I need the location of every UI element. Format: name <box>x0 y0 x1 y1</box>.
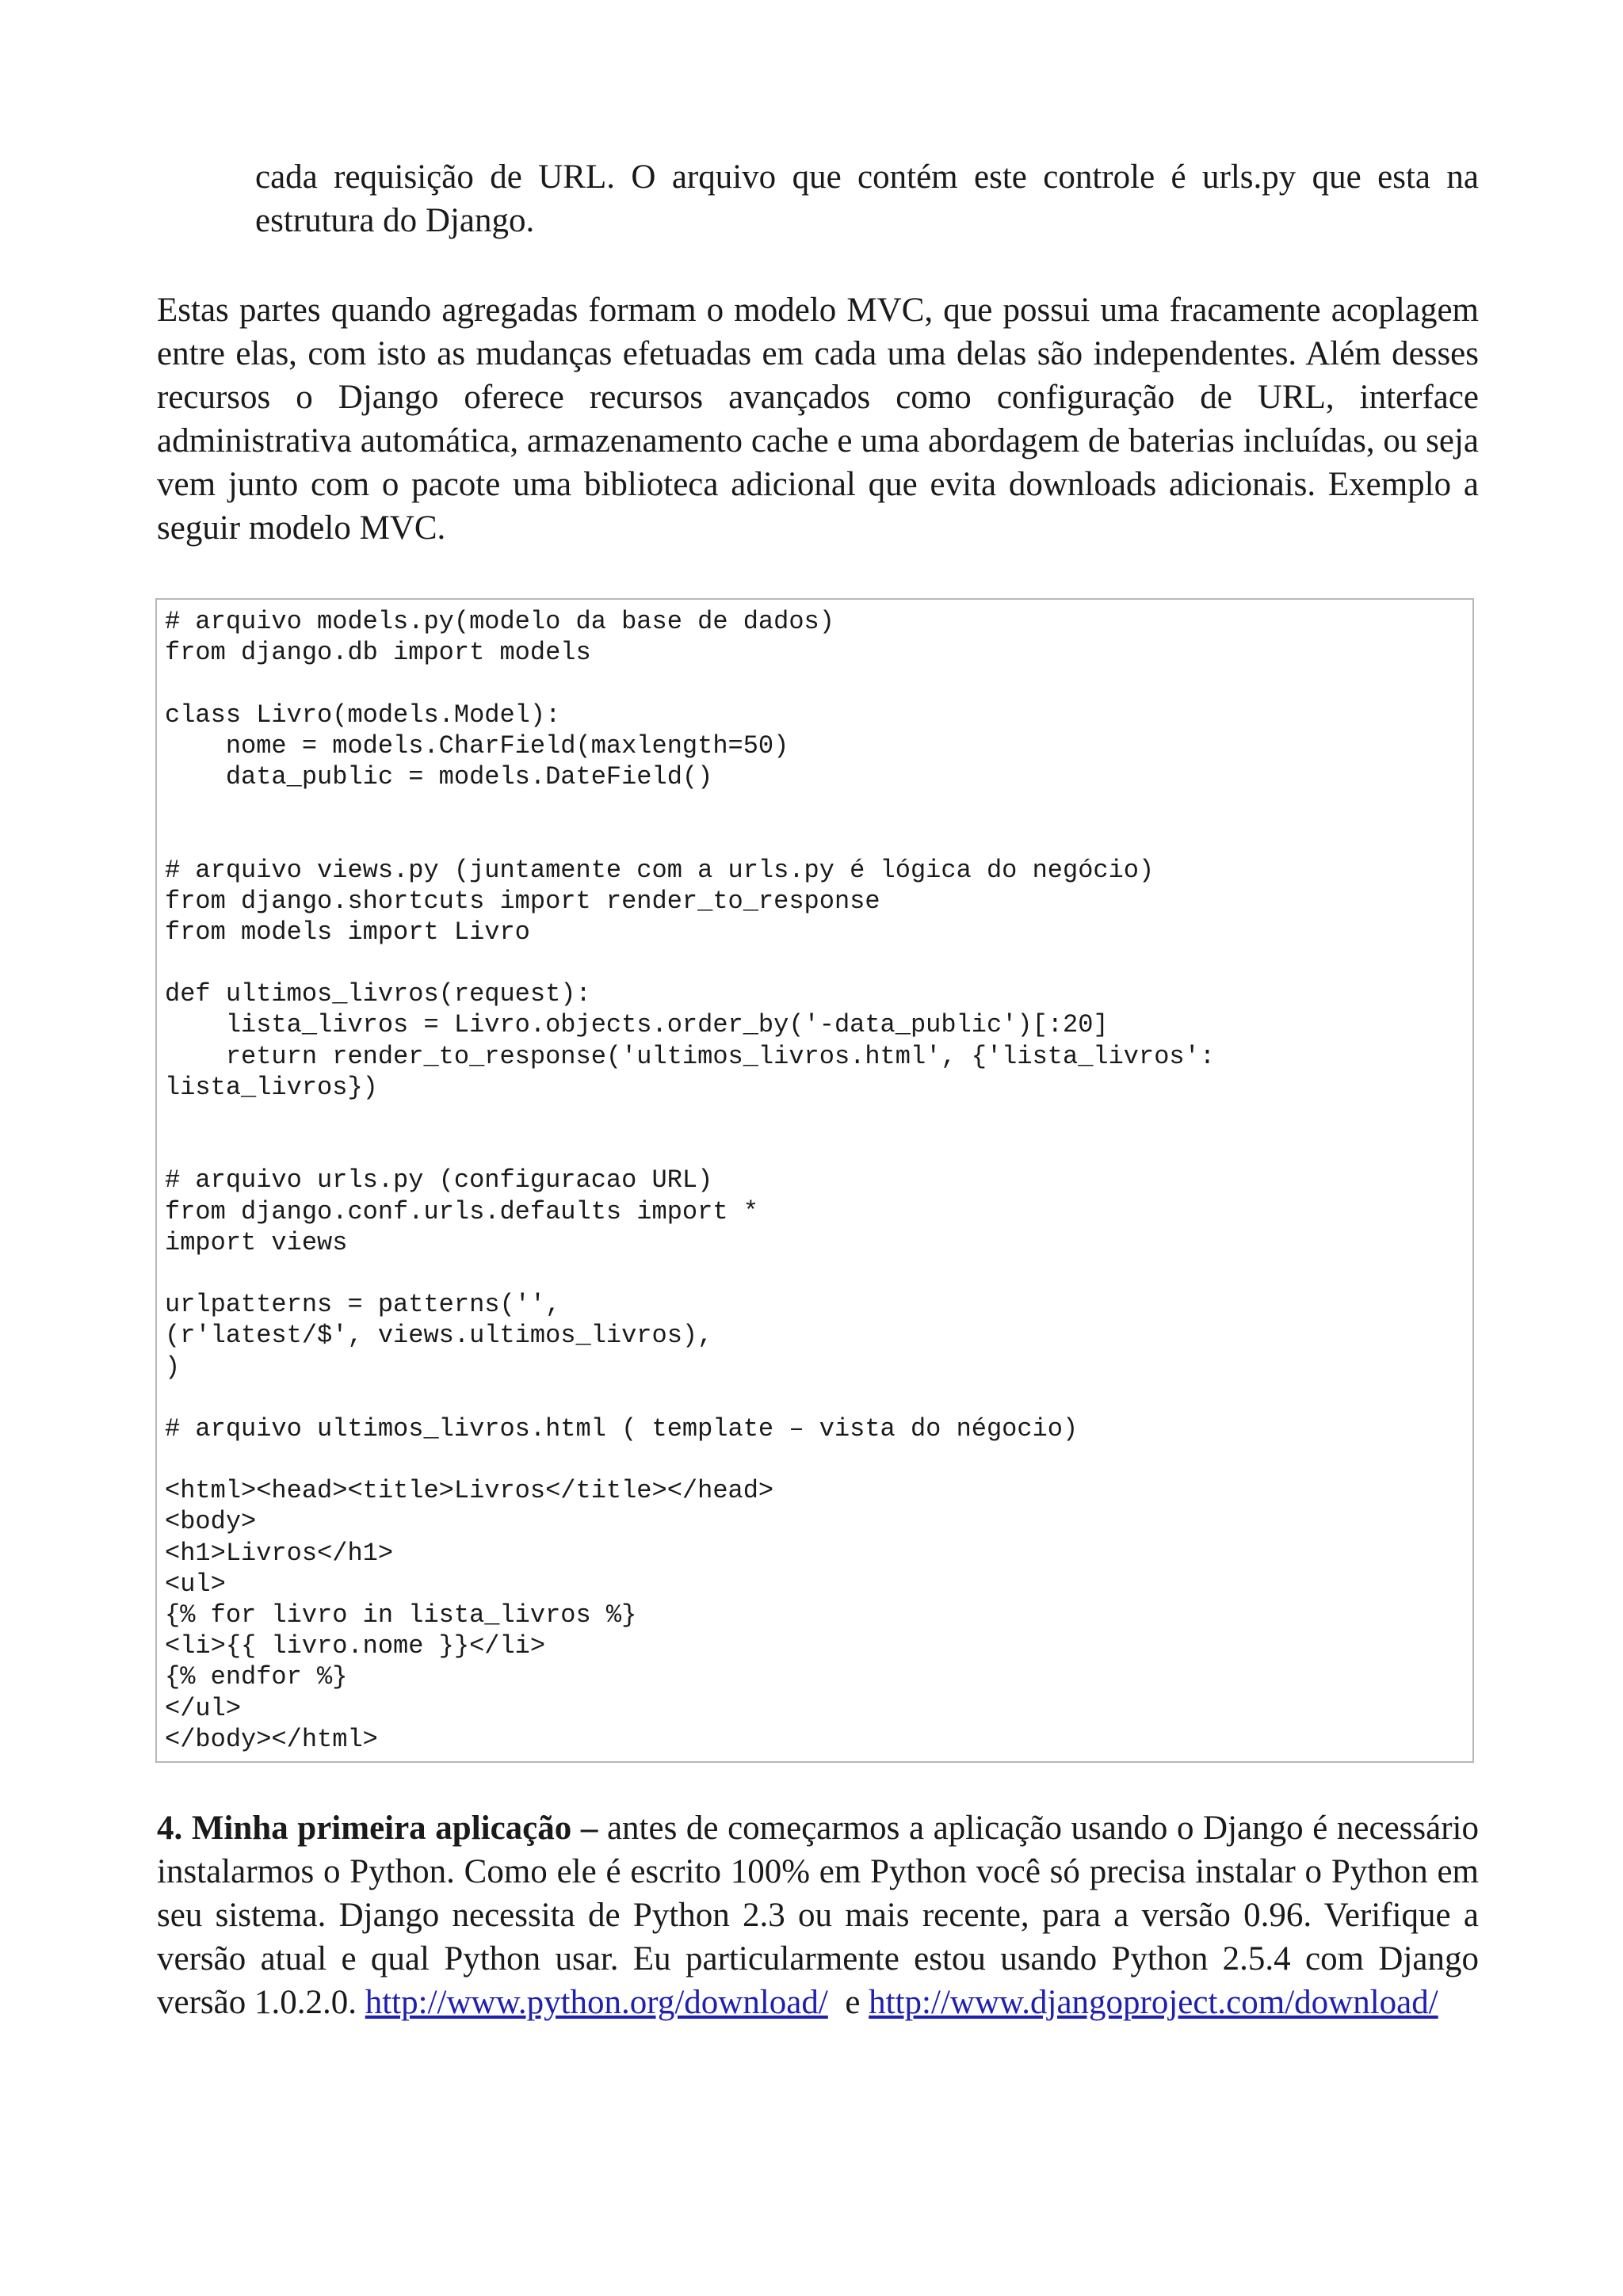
code-line: from django.db import models <box>165 638 591 668</box>
code-line: import views <box>165 1227 348 1257</box>
code-line <box>165 792 1465 823</box>
paragraph-mvc-model: Estas partes quando agregadas formam o modelo MVC, que possui uma fracamente acoplagem entre elas, com isto as mudanças efetuadas em cada uma delas são independentes. Além desses recursos o Django oferece recursos avançados como configuração de URL, interface administrativa automática, armazenamento cache e uma abordagem de baterias incluídas, ou seja vem junto com o pacote uma biblioteca adicional que evita downloads adicionais. Exemplo a seguir modelo MVC. <box>157 292 1479 547</box>
code-line: <h1>Livros</h1> <box>165 1538 394 1568</box>
code-line <box>165 668 1465 699</box>
code-line: from django.shortcuts import render_to_response <box>165 886 880 916</box>
code-line: ) <box>165 1352 181 1382</box>
code-line <box>165 823 1465 854</box>
code-line <box>165 1134 1465 1165</box>
code-line: from models import Livro <box>165 917 530 947</box>
code-line: class Livro(models.Model): <box>165 700 561 730</box>
code-line: <html><head><title>Livros</title></head> <box>165 1476 774 1506</box>
code-line: </ul> <box>165 1693 242 1723</box>
code-line <box>165 1258 1465 1289</box>
code-line: {% for livro in lista_livros %} <box>165 1600 637 1630</box>
code-line: <ul> <box>165 1569 226 1599</box>
code-line: # arquivo views.py (juntamente com a urls.py é lógica do negócio) <box>165 855 1155 885</box>
link-python-download[interactable]: http://www.python.org/download/ <box>365 1984 828 2021</box>
code-line: return render_to_response('ultimos_livros.html', {'lista_livros': <box>165 1041 1216 1071</box>
paragraph-first-application <box>157 1806 1479 2024</box>
code-line <box>165 948 1465 978</box>
link-separator: e <box>827 1984 869 2021</box>
code-line: # arquivo ultimos_livros.html ( template – vista do négocio) <box>165 1413 1079 1444</box>
paragraph-url-control: cada requisição de URL. O arquivo que contém este controle é urls.py que esta na estrutura do Django. <box>255 158 1479 239</box>
code-line <box>165 1444 1465 1475</box>
code-line: # arquivo urls.py (configuracao URL) <box>165 1165 713 1196</box>
code-example-box <box>155 598 1474 1763</box>
section-body-text: antes de começarmos a aplicação usando o Django é necessário instalarmos o Python. Como ele é escrito 100% em Python você só precisa instalar o Python em seu sistema. Django necessita de Python 2.3 ou mais recente, para a versão 0.96. Verifique a versão atual e qual Python usar. Eu particularmente estou usando Python 2.5.4 com Django versão 1.0.2.0. <box>157 1810 1479 2021</box>
code-line: data_public = models.DateField() <box>165 761 713 791</box>
code-line: lista_livros}) <box>165 1072 378 1102</box>
code-line: urlpatterns = patterns('', <box>165 1290 561 1320</box>
code-line <box>165 1383 1465 1413</box>
code-line: def ultimos_livros(request): <box>165 979 591 1009</box>
code-line: <body> <box>165 1507 257 1537</box>
code-line: </body></html> <box>165 1724 378 1754</box>
code-line: <li>{{ livro.nome }}</li> <box>165 1631 546 1661</box>
link-django-download[interactable]: http://www.djangoproject.com/download/ <box>869 1984 1438 2021</box>
code-line: # arquivo models.py(modelo da base de dados) <box>165 607 834 636</box>
code-line: lista_livros = Livro.objects.order_by('-data_public')[:20] <box>165 1010 1109 1040</box>
code-listing <box>165 606 1465 1755</box>
code-line <box>165 1103 1465 1134</box>
code-line: from django.conf.urls.defaults import * <box>165 1196 758 1226</box>
section-heading-first-application: 4. Minha primeira aplicação – <box>157 1810 598 1847</box>
code-line: (r'latest/$', views.ultimos_livros), <box>165 1321 713 1351</box>
code-line: {% endfor %} <box>165 1662 348 1692</box>
code-line: nome = models.CharField(maxlength=50) <box>165 730 789 761</box>
